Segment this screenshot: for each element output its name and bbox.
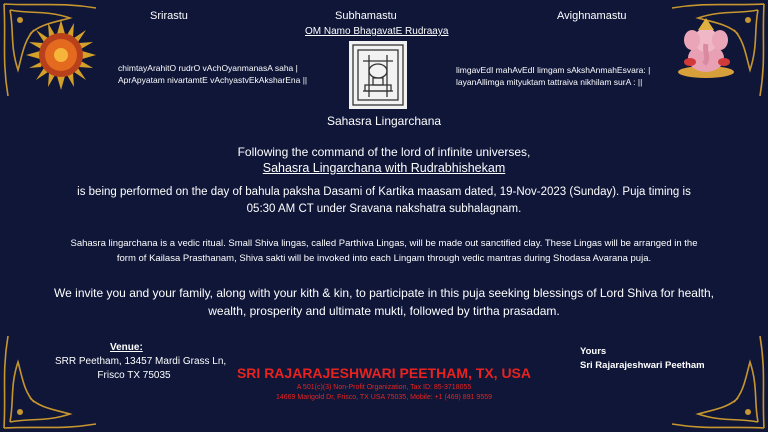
event-desc-1: Sahasra lingarchana is a vedic ritual. Small Shiva lingas, called Parthiva Lingas, will be made out sanctified clay. These Lingas will be arranged in the xyxy=(70,238,698,249)
sloka-right-2: layanAllimga mityuktam tattraiva nikhilam surA : || xyxy=(456,77,643,87)
header-center: Subhamastu xyxy=(335,10,397,22)
header-right: Avighnamastu xyxy=(557,10,627,22)
event-intro: Following the command of the lord of infinite universes, xyxy=(237,145,531,159)
venue-heading: Venue: xyxy=(110,342,143,353)
event-name: Sahasra Lingarchana with Rudrabhishekam xyxy=(262,161,506,175)
org-line-1: A 501(c)(3) Non-Profit Organization, Tax ID: 85-3718055 xyxy=(296,384,472,391)
subtitle: OM Namo BhagavatE Rudraaya xyxy=(305,26,449,37)
event-detail-2: 05:30 AM CT under Sravana nakshatra subhalagnam. xyxy=(246,203,522,215)
org-name: SRI RAJARAJESHWARI PEETHAM, TX, USA xyxy=(236,365,532,381)
signoff-2: Sri Rajarajeshwari Peetham xyxy=(580,360,705,371)
sun-icon xyxy=(26,20,96,90)
invite-line-2: wealth, prosperity and ultimate mukti, followed by tirtha prasadam. xyxy=(208,304,560,318)
sloka-left-2: AprApyatam nivartamtE vAchyastvEkAksharEna || xyxy=(118,75,308,85)
signoff-1: Yours xyxy=(580,346,607,357)
event-detail-1: is being performed on the day of bahula paksha Dasami of Kartika maasam dated, 19-Nov-2023 (Sunday). Puja timing is xyxy=(77,186,691,198)
venue-line-2: Frisco TX 75035 xyxy=(97,370,171,381)
invite-line-1: We invite you and your family, along with your kith & kin, to participate in this puja seeking blessings of Lord Shiva for health, xyxy=(54,286,714,300)
event-desc-2: form of Kailasa Prasthanam, Shiva sakti will be invoked into each Lingam through vedic mantras during Shodasa Avarana puja. xyxy=(116,253,652,264)
sloka-left-1: chimtayArahitO rudrO vAchOyanmanasA saha | xyxy=(118,63,298,73)
org-line-2: 14669 Marigold Dr, Frisco, TX USA 75035, Mobile: +1 (469) 891 9559 xyxy=(275,394,493,401)
header-left: Srirastu xyxy=(150,10,188,22)
venue-line-1: SRR Peetham, 13457 Mardi Grass Ln, xyxy=(55,356,227,367)
event-title: Sahasra Lingarchana xyxy=(326,114,442,128)
sloka-right-1: limgavEdI mahAvEdI limgam sAkshAnmahEsvara: | xyxy=(456,65,651,75)
yantra-icon xyxy=(349,41,407,109)
ganesha-icon xyxy=(674,18,738,78)
